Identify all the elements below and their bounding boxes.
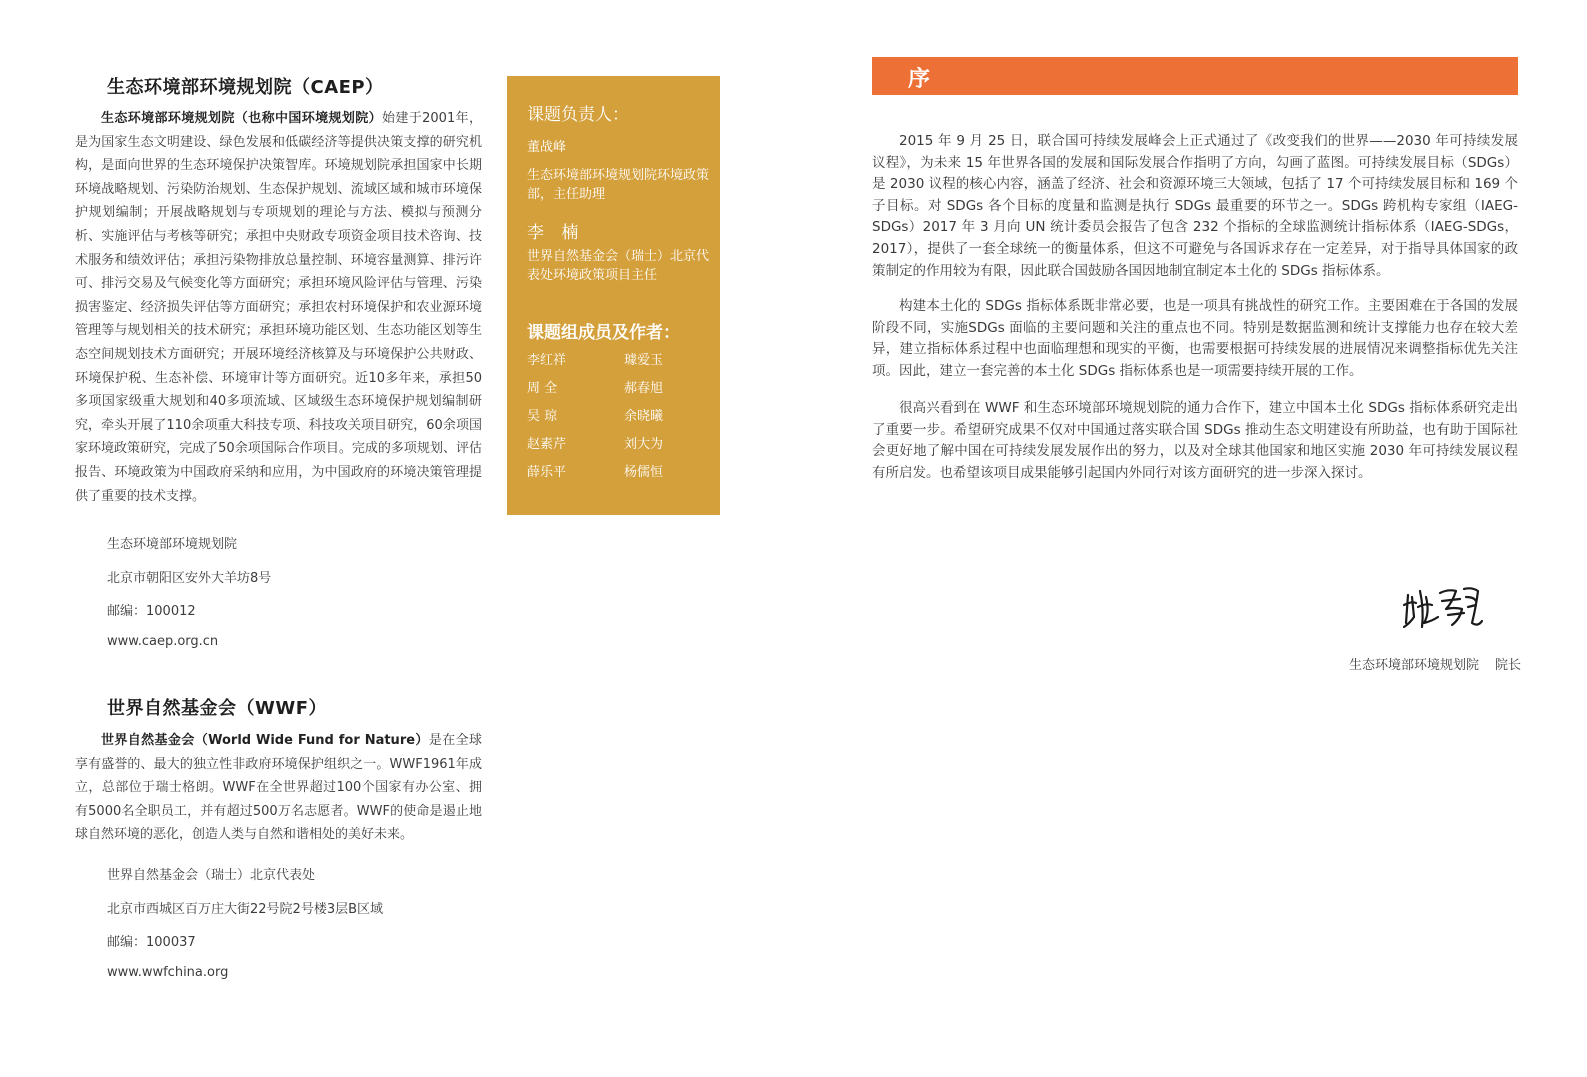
wwf-address-name: 世界自然基金会（瑞士）北京代表处 (107, 868, 316, 883)
wwf-postcode: 邮编：100037 (107, 935, 196, 950)
member-name: 周 全 (527, 381, 558, 396)
caep-intro-text: 始建于2001年，是为国家生态文明建设、绿色发展和低碳经济等提供决策支撑的研究机构，是面向世界的生态环境保护决策智库。环境规划院承担国家中长期环境战略规划、污染防治规划、生态保护规划、流域区域和城市环境保护规划编制；开展战略规划与专项规划的理论与方法、模拟与预测分析、实施评估与考核等研究；承担中央财政专项资金项目技术咨询、技术服务和绩效评估；承担污染物排放总量控制、环境容量测算、排污许可、排污交易及气候变化等方面研究；承担环境风险评估与管理、污染损害鉴定、经济损失评估等方面研究；承担农村环境保护和农业源环境管理等与规划相关的技术研究；承担环境功能区划、生态功能区划等生态空间规划技术方面研究；开展环境经济核算及与环境保护公共财政、环境保护税、生态补偿、环境审计等方面研究。近10多年来，承担50多项国家级重大规划和40多项流域、区域级生态环境保护规划编制研究，牵头开展了110余项重大科技专项、科技攻关项目研究，60余项国家环境政策研究，完成了50余项国际合作项目。完成的多项规划、评估报告、环境政策为中国政府采纳和应用，为中国政府的环境决策管理提供了重要的技术支撑。 (75, 111, 482, 504)
leader1-name: 董战峰 (527, 140, 567, 155)
leader2-title: 世界自然基金会（瑞士）北京代表处环境政策项目主任 (527, 249, 710, 283)
caep-address-name: 生态环境部环境规划院 (107, 537, 238, 552)
caep-intro-bold: 生态环境部环境规划院（也称中国环境规划院） (101, 111, 382, 126)
leader1-title: 生态环境部环境规划院环境政策部，主任助理 (527, 168, 710, 202)
signature-caption (1349, 654, 1521, 673)
caep-intro (75, 107, 482, 520)
member-name: 璩爱玉 (624, 353, 664, 368)
leader2-name: 李 楠 (527, 223, 585, 243)
project-team-panel (507, 76, 720, 515)
signature-org: 生态环境部环境规划院 (1349, 658, 1480, 673)
leader-heading: 课题负责人： (527, 105, 629, 125)
preface-paragraph-1: 2015 年 9 月 25 日，联合国可持续发展峰会上正式通过了《改变我们的世界——2030 年可持续发展议程》，为未来 15 年世界各国的发展和国际发展合作指明了方向，勾画了蓝图。可持续发展目标（SDGs）是 2030 议程的核心内容，涵盖了经济、社会和资源环境三大领域，包括了 17 个可持续发展目标和 169 个子目标。对 SDGs 各个目标的度量和监测是执行 SDGs 最重要的环节之一。SDGs 跨机构专家组（IAEG-SDGs）2017 年 3 月向 UN 统计委员会报告了包含 232 个指标的全球监测统计指标体系（IAEG-SDGs，2017），提供了一套全球统一的衡量体系，但这不可避免与各国诉求存在一定差异，对于指导具体国家的政策制定的作用较为有限，因此联合国鼓励各国因地制宜制定本土化的 SDGs 指标体系。 (872, 133, 1518, 279)
wwf-intro-bold: 世界自然基金会（World Wide Fund for Nature） (101, 733, 429, 748)
member-name: 薛乐平 (527, 465, 567, 480)
preface-title: 序 (908, 67, 931, 92)
member-name: 赵素芹 (527, 437, 567, 452)
wwf-title: 世界自然基金会（WWF） (107, 698, 328, 719)
members-heading: 课题组成员及作者： (527, 323, 680, 343)
preface-paragraph-3: 很高兴看到在 WWF 和生态环境部环境规划院的通力合作下，建立中国本土化 SDGs 指标体系研究走出了重要一步。希望研究成果不仅对中国通过落实联合国 SDGs 推动生态文明建设有所助益，也有助于国际社会更好地了解中国在可持续发展发展作出的努力，以及对全球其他国家和地区实施 2030 年可持续发展议程有所启发。也希望该项目成果能够引起国内外同行对该方面研究的进一步深入探讨。 (872, 400, 1518, 481)
caep-title: 生态环境部环境规划院（CAEP） (107, 77, 384, 98)
handwritten-signature (1402, 583, 1484, 633)
preface-header-bar (872, 57, 1518, 95)
wwf-intro (75, 729, 482, 849)
member-name: 郝春旭 (624, 381, 664, 396)
wwf-website[interactable]: www.wwfchina.org (107, 965, 229, 980)
signature-role: 院长 (1495, 658, 1522, 673)
member-name: 刘大为 (624, 437, 664, 452)
member-name: 杨儒恒 (624, 465, 664, 480)
wwf-address: 北京市西城区百万庄大街22号院2号楼3层B区域 (107, 902, 384, 917)
member-name: 李红祥 (527, 353, 567, 368)
caep-website[interactable]: www.caep.org.cn (107, 634, 219, 649)
preface-paragraph-2: 构建本土化的 SDGs 指标体系既非常必要，也是一项具有挑战性的研究工作。主要困难在于各国的发展阶段不同，实施SDGs 面临的主要问题和关注的重点也不同。特别是数据监测和统计支撑能力也存在较大差异，建立指标体系过程中也面临理想和现实的平衡，也需要根据可持续发展的进展情况来调整指标优先关注项。因此，建立一套完善的本土化 SDGs 指标体系也是一项需要持续开展的工作。 (872, 298, 1518, 379)
wwf-intro-text: 是在全球享有盛誉的、最大的独立性非政府环境保护组织之一。WWF1961年成立，总部位于瑞士格朗。WWF在全世界超过100个国家有办公室、拥有5000名全职员工，并有超过500万名志愿者。WWF的使命是遏止地球自然环境的恶化，创造人类与自然和谐相处的美好未来。 (75, 733, 482, 843)
member-name: 吴 琼 (527, 409, 558, 424)
caep-postcode: 邮编：100012 (107, 604, 196, 619)
caep-address: 北京市朝阳区安外大羊坊8号 (107, 571, 272, 586)
member-name: 余晓曦 (624, 409, 664, 424)
